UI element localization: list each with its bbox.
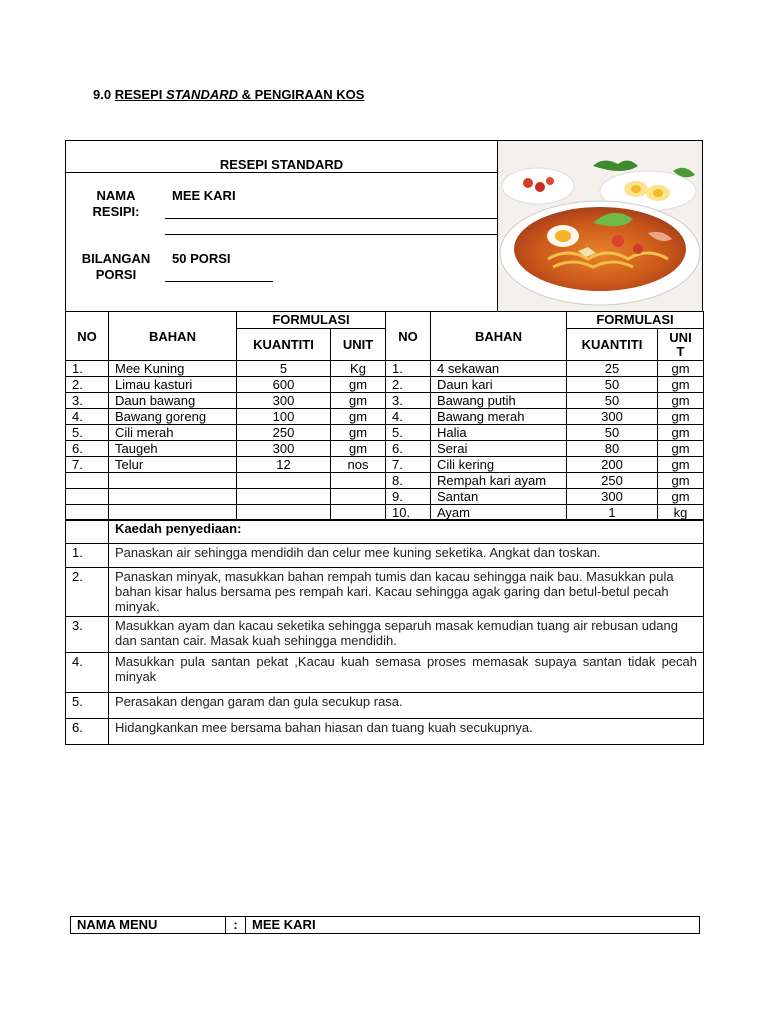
- ingredient-quantity: 300: [567, 409, 658, 425]
- ingredient-name: Santan: [431, 489, 567, 505]
- method-step-row: [66, 544, 704, 568]
- ingredient-name: Bawang goreng: [109, 409, 237, 425]
- ingredient-no: 6.: [386, 441, 431, 457]
- ingredient-quantity: 5: [237, 361, 331, 377]
- ingredient-quantity: 300: [567, 489, 658, 505]
- col-header-kuantiti: KUANTITI: [237, 329, 331, 361]
- ingredient-name: [109, 489, 237, 505]
- portion-underline: [165, 281, 273, 282]
- ingredient-name: Rempah kari ayam: [431, 473, 567, 489]
- ingredient-no: 8.: [386, 473, 431, 489]
- section-number: 9.0: [93, 87, 112, 102]
- ingredient-unit: gm: [331, 425, 386, 441]
- ingredient-unit: gm: [658, 441, 704, 457]
- method-step-no: 3.: [66, 617, 109, 653]
- ingredient-name: Ayam: [431, 505, 567, 521]
- col-header-unit: UNIT: [331, 329, 386, 361]
- ingredient-quantity: 80: [567, 441, 658, 457]
- table-row: [66, 473, 704, 489]
- ingredient-quantity: 12: [237, 457, 331, 473]
- ingredient-quantity: 300: [237, 393, 331, 409]
- ingredient-no: 4.: [66, 409, 109, 425]
- ingredient-quantity: 50: [567, 393, 658, 409]
- method-step-no: 6.: [66, 719, 109, 745]
- method-step-text: Masukkan pula santan pekat ,Kacau kuah semasa proses memasak supaya santan tidak pecah minyak: [109, 653, 704, 693]
- table-row: [66, 409, 704, 425]
- method-step-no: 4.: [66, 653, 109, 693]
- method-title-row: [66, 520, 704, 544]
- method-step-text: Hidangkankan mee bersama bahan hiasan dan tuang kuah secukupnya.: [109, 719, 704, 745]
- ingredient-quantity: 50: [567, 377, 658, 393]
- ingredients-table: [65, 311, 704, 521]
- ingredient-name: Daun bawang: [109, 393, 237, 409]
- ingredient-unit: gm: [658, 361, 704, 377]
- method-step-no: 1.: [66, 544, 109, 568]
- col-header-formulasi-right: FORMULASI: [567, 312, 704, 329]
- table-row: [66, 425, 704, 441]
- ingredient-no: 2.: [66, 377, 109, 393]
- ingredient-name: Limau kasturi: [109, 377, 237, 393]
- ingredient-name: Halia: [431, 425, 567, 441]
- dish-photo: [498, 141, 702, 311]
- method-body: [66, 520, 704, 745]
- method-step-text: Perasakan dengan garam dan gula secukup rasa.: [109, 693, 704, 719]
- ingredient-name: Serai: [431, 441, 567, 457]
- ingredient-no: 1.: [386, 361, 431, 377]
- menu-name-label: NAMA MENU: [71, 917, 226, 934]
- table-row: [66, 457, 704, 473]
- col-header-formulasi: FORMULASI: [237, 312, 386, 329]
- method-step-row: [66, 653, 704, 693]
- name-underline-1: [165, 218, 497, 219]
- col-header-unit-right: UNI T: [658, 329, 704, 361]
- method-step-text: Panaskan minyak, masukkan bahan rempah tumis dan kacau sehingga naik bau. Masukkan pula bahan kisar halus bersama pes rempah kari. Kacau sehingga agak garing dan betul-betul pecah minyak.: [109, 568, 704, 617]
- portion-label: BILANGAN PORSI: [81, 251, 151, 282]
- ingredient-quantity: 250: [567, 473, 658, 489]
- ingredient-name: Daun kari: [431, 377, 567, 393]
- method-step-row: [66, 693, 704, 719]
- table-row: [66, 489, 704, 505]
- ingredient-no: 7.: [66, 457, 109, 473]
- ingredient-no: 3.: [386, 393, 431, 409]
- ingredient-no: 6.: [66, 441, 109, 457]
- curry-noodle-image: [498, 141, 702, 311]
- ingredient-name: Taugeh: [109, 441, 237, 457]
- ingredient-quantity: 250: [237, 425, 331, 441]
- section-title: RESEPI STANDARD & PENGIRAAN KOS: [114, 87, 365, 102]
- ingredient-name: Telur: [109, 457, 237, 473]
- ingredient-no: 10.: [386, 505, 431, 521]
- ingredient-quantity: [237, 473, 331, 489]
- ingredient-unit: gm: [658, 457, 704, 473]
- divider: [66, 172, 497, 173]
- method-step-row: [66, 568, 704, 617]
- method-title: Kaedah penyediaan:: [109, 520, 704, 544]
- section-heading: [93, 87, 364, 102]
- ingredient-unit: gm: [658, 473, 704, 489]
- ingredient-unit: gm: [658, 409, 704, 425]
- ingredient-unit: gm: [331, 409, 386, 425]
- ingredient-unit: gm: [658, 393, 704, 409]
- ingredient-name: [109, 473, 237, 489]
- ingredient-name: Cili merah: [109, 425, 237, 441]
- ingredient-no: 1.: [66, 361, 109, 377]
- ingredient-name: Bawang putih: [431, 393, 567, 409]
- table-row: [66, 441, 704, 457]
- ingredient-unit: gm: [658, 377, 704, 393]
- col-header-bahan-right: BAHAN: [431, 312, 567, 361]
- ingredient-name: Mee Kuning: [109, 361, 237, 377]
- ingredient-name: Bawang merah: [431, 409, 567, 425]
- ingredient-no: 2.: [386, 377, 431, 393]
- ingredient-quantity: 25: [567, 361, 658, 377]
- ingredient-no: 5.: [66, 425, 109, 441]
- ingredient-no: [66, 489, 109, 505]
- name-underline-2: [165, 234, 497, 235]
- col-header-bahan: BAHAN: [109, 312, 237, 361]
- ingredient-quantity: 100: [237, 409, 331, 425]
- recipe-name-label: NAMA RESIPI:: [92, 188, 140, 219]
- recipe-header-box: [65, 140, 703, 312]
- ingredient-unit: gm: [331, 377, 386, 393]
- ingredient-quantity: [237, 489, 331, 505]
- ingredient-name: 4 sekawan: [431, 361, 567, 377]
- ingredient-no: 5.: [386, 425, 431, 441]
- col-header-no: NO: [66, 312, 109, 361]
- table-row: [66, 377, 704, 393]
- menu-name-value: MEE KARI: [246, 917, 700, 934]
- menu-name-bar: [70, 916, 700, 934]
- ingredient-unit: gm: [331, 441, 386, 457]
- method-step-no: 5.: [66, 693, 109, 719]
- ingredient-quantity: 50: [567, 425, 658, 441]
- ingredient-quantity: 600: [237, 377, 331, 393]
- col-header-no-right: NO: [386, 312, 431, 361]
- table-row: [66, 393, 704, 409]
- method-step-row: [66, 617, 704, 653]
- portion-value: 50 PORSI: [172, 251, 231, 266]
- ingredient-unit: [331, 489, 386, 505]
- table-row: [66, 361, 704, 377]
- recipe-name-value: MEE KARI: [172, 188, 236, 203]
- method-step-text: Panaskan air sehingga mendidih dan celur mee kuning seketika. Angkat dan toskan.: [109, 544, 704, 568]
- method-step-no: 2.: [66, 568, 109, 617]
- ingredient-quantity: 300: [237, 441, 331, 457]
- ingredient-no: 9.: [386, 489, 431, 505]
- method-table: [65, 519, 704, 745]
- recipe-box-title: RESEPI STANDARD: [219, 157, 344, 172]
- col-header-kuantiti-right: KUANTITI: [567, 329, 658, 361]
- ingredient-no: [66, 473, 109, 489]
- recipe-info: [66, 141, 498, 311]
- ingredient-unit: Kg: [331, 361, 386, 377]
- ingredient-unit: kg: [658, 505, 704, 521]
- method-step-text: Masukkan ayam dan kacau seketika sehingga separuh masak kemudian tuang air rebusan udang dan santan cair. Masak kuah sehingga mendidih.: [109, 617, 704, 653]
- ingredient-unit: [331, 473, 386, 489]
- ingredients-body: [66, 361, 704, 521]
- ingredient-quantity: 1: [567, 505, 658, 521]
- ingredient-unit: gm: [331, 393, 386, 409]
- ingredient-unit: nos: [331, 457, 386, 473]
- ingredient-unit: gm: [658, 489, 704, 505]
- method-step-row: [66, 719, 704, 745]
- ingredient-no: 3.: [66, 393, 109, 409]
- ingredient-name: Cili kering: [431, 457, 567, 473]
- ingredient-no: 7.: [386, 457, 431, 473]
- menu-name-colon: :: [226, 917, 246, 934]
- ingredient-no: 4.: [386, 409, 431, 425]
- ingredient-unit: gm: [658, 425, 704, 441]
- ingredient-quantity: 200: [567, 457, 658, 473]
